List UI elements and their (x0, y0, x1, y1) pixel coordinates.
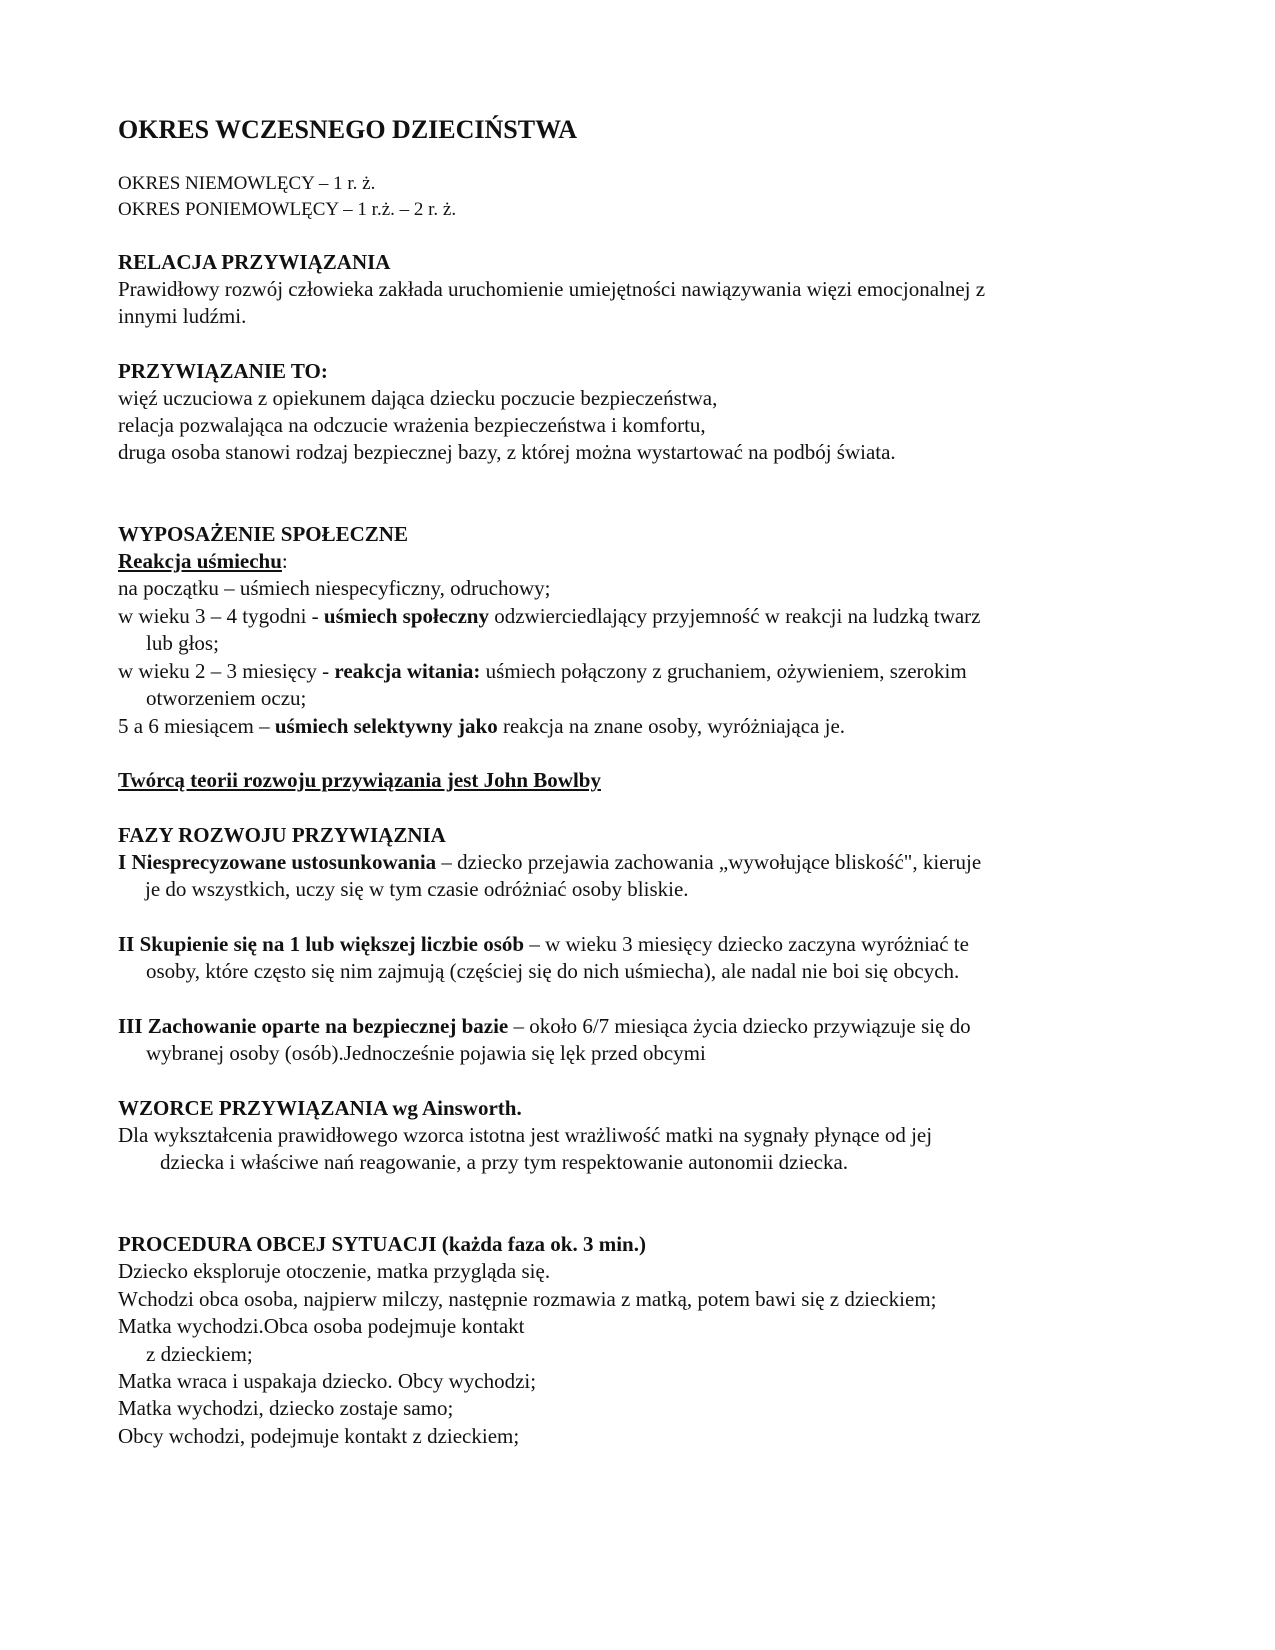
relacja-line: innymi ludźmi. (118, 304, 247, 328)
heading-procedura: PROCEDURA OBCEJ SYTUACJI (każda faza ok. 3 min.) (118, 1232, 646, 1256)
phase-2 (118, 931, 969, 958)
phase-3-cont: wybranej osoby (osób).Jednocześnie pojawia się lęk przed obcymi (146, 1041, 706, 1065)
phase-numeral: III (118, 1014, 148, 1038)
smile-line-bold: reakcja witania: (334, 659, 481, 683)
smile-line-prefix: w wieku 3 – 4 tygodni - (118, 604, 324, 628)
przywiazanie-line: więź uczuciowa z opiekunem dająca dziecku poczucie bezpieczeństwa, (118, 386, 718, 410)
relacja-line: Prawidłowy rozwój człowieka zakłada uruchomienie umiejętności nawiązywania więzi emocjonalnej z (118, 277, 986, 301)
phase-1 (118, 849, 981, 876)
smile-line-cont: otworzeniem oczu; (146, 686, 307, 710)
phase-numeral: I (118, 850, 132, 874)
smile-line-prefix: w wieku 2 – 3 miesięcy - (118, 659, 335, 683)
procedure-step: Matka wraca i uspakaja dziecko. Obcy wychodzi; (118, 1369, 537, 1393)
heading-fazy: FAZY ROZWOJU PRZYWIĄZNIA (118, 823, 446, 847)
phase-title: Niesprecyzowane ustosunkowania (131, 850, 437, 874)
heading-wyposazenie: WYPOSAŻENIE SPOŁECZNE (118, 522, 408, 546)
procedure-step: Wchodzi obca osoba, najpierw milczy, następnie rozmawia z matką, potem bawi się z dzieckiem; (118, 1287, 937, 1311)
phase-title: Skupienie się na 1 lub większej liczbie osób (139, 932, 525, 956)
procedure-step-cont: z dzieckiem; (146, 1342, 253, 1366)
smile-line-suffix: uśmiech połączony z gruchaniem, ożywieniem, szerokim (480, 659, 967, 683)
procedure-step: Matka wychodzi, dziecko zostaje samo; (118, 1396, 454, 1420)
smile-line-cont: lub głos; (146, 631, 219, 655)
smile-line-prefix: 5 a 6 miesiącem – (118, 714, 275, 738)
smile-line: na początku – uśmiech niespecyficzny, odruchowy; (118, 576, 551, 600)
document-title: OKRES WCZESNEGO DZIECIŃSTWA (118, 115, 577, 144)
smile-line (118, 603, 981, 630)
phase-1-cont: je do wszystkich, uczy się w tym czasie odróżniać osoby bliskie. (145, 877, 689, 901)
phase-description: – w wieku 3 miesięcy dziecko zaczyna wyróżniać te (524, 932, 969, 956)
phase-title: Zachowanie oparte na bezpiecznej bazie (147, 1014, 509, 1038)
przywiazanie-line: relacja pozwalająca na odczucie wrażenia bezpieczeństwa i komfortu, (118, 413, 706, 437)
subheading-text: Reakcja uśmiechu (118, 549, 282, 573)
subheading-reakcja-usmiechu (118, 548, 288, 575)
period-infancy: OKRES NIEMOWLĘCY – 1 r. ż. (118, 173, 376, 194)
procedure-step: Matka wychodzi.Obca osoba podejmuje kontakt (118, 1314, 525, 1338)
wzorce-line-cont: dziecka i właściwe nań reagowanie, a przy tym respektowanie autonomii dziecka. (160, 1150, 849, 1174)
smile-line-bold: uśmiech społeczny (323, 604, 489, 628)
smile-line-suffix: reakcja na znane osoby, wyróżniająca je. (497, 714, 846, 738)
smile-line-bold: uśmiech selektywny jako (274, 714, 498, 738)
heading-relacja: RELACJA PRZYWIĄZANIA (118, 250, 391, 274)
wzorce-line: Dla wykształcenia prawidłowego wzorca istotna jest wrażliwość matki na sygnały płynące od jej (118, 1123, 933, 1147)
heading-przywiazanie: PRZYWIĄZANIE TO: (118, 359, 328, 383)
period-toddler: OKRES PONIEMOWLĘCY – 1 r.ż. – 2 r. ż. (118, 199, 457, 220)
procedure-step: Obcy wchodzi, podejmuje kontakt z dzieckiem; (118, 1424, 520, 1448)
phase-3 (118, 1013, 971, 1040)
phase-numeral: II (118, 932, 140, 956)
subheading-colon: : (281, 549, 288, 573)
smile-line (118, 658, 967, 685)
smile-line (118, 713, 845, 740)
smile-line-suffix: odzwierciedlający przyjemność w reakcji na ludzką twarz (488, 604, 981, 628)
phase-2-cont: osoby, które często się nim zajmują (częściej się do nich uśmiecha), ale nadal nie boi się obcych. (146, 959, 960, 983)
przywiazanie-line: druga osoba stanowi rodzaj bezpiecznej bazy, z której można wystartować na podbój świata. (118, 440, 896, 464)
bowlby-note: Twórcą teorii rozwoju przywiązania jest John Bowlby (118, 768, 601, 792)
phase-description: – około 6/7 miesiąca życia dziecko przywiązuje się do (508, 1014, 971, 1038)
heading-wzorce: WZORCE PRZYWIĄZANIA wg Ainsworth. (118, 1096, 522, 1120)
procedure-step: Dziecko eksploruje otoczenie, matka przygląda się. (118, 1259, 551, 1283)
phase-description: – dziecko przejawia zachowania „wywołujące bliskość", kieruje (436, 850, 982, 874)
